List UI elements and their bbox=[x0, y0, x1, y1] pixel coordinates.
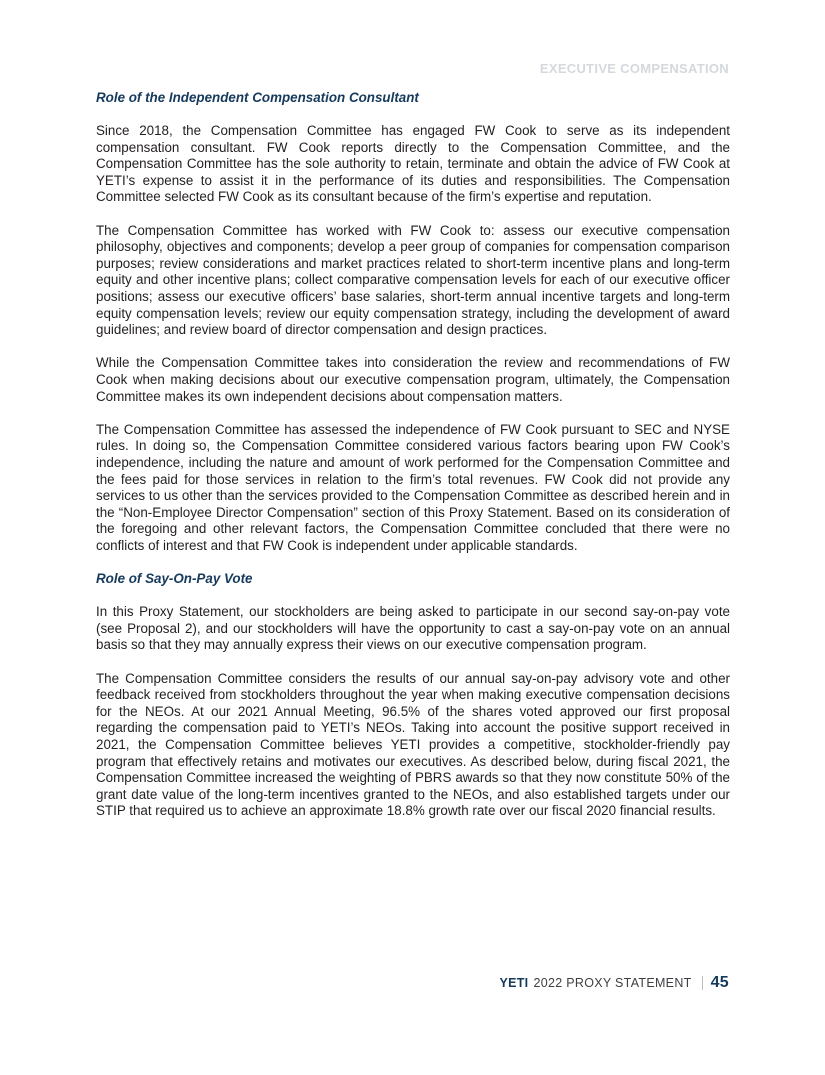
section-heading: Role of Say-On-Pay Vote bbox=[96, 571, 253, 587]
section-heading: Role of the Independent Compensation Consultant bbox=[96, 90, 419, 105]
paragraph: The Compensation Committee considers the results of our annual say-on-pay advisory vote and other feedback received from stockholders throughout the year when making executive compensation decisions for the NEOs. At our 2021 Annual Meeting, 96.5% of the shares voted approved our first proposal regarding the compensation paid to YETI’s NEOs. Taking into account the positive support received in 2021, the Compensation Committee believes YETI provides a competitive, stockholder-friendly pay program that effectively retains and motivates our executives. As described below, during fiscal 2021, the Compensation Committee increased the weighting of PBRS awards so that they now constitute 50% of the grant date value of the long-term incentives granted to the NEOs, and also established targets under our STIP that required us to achieve an approximate 18.8% growth rate over our fiscal 2020 financial results. bbox=[96, 670, 730, 819]
section-header-label: EXECUTIVE COMPENSATION bbox=[539, 61, 729, 76]
footer-divider bbox=[702, 976, 703, 990]
paragraph: The Compensation Committee has worked with FW Cook to: assess our executive compensation philosophy, objectives and components; develop a peer group of companies for compensation comparison purposes; review considerations and market practices related to short-term incentive plans and long-term equity and other incentive plans; collect comparative compensation levels for each of our executive officer positions; assess our executive officers’ base salaries, short-term annual incentive targets and long-term equity compensation levels; review our equity compensation strategy, including the development of award guidelines; and review board of director compensation and design practices. bbox=[96, 222, 730, 338]
paragraph: Since 2018, the Compensation Committee has engaged FW Cook to serve as its independent compensation consultant. FW Cook reports directly to the Compensation Committee, and the Compensation Committee has the sole authority to retain, terminate and obtain the advice of FW Cook at YETI’s expense to assist it in the performance of its duties and responsibilities. The Compensation Committee selected FW Cook as its consultant because of the firm’s expertise and reputation. bbox=[96, 123, 730, 205]
paragraph: While the Compensation Committee takes into consideration the review and recommendations of FW Cook when making decisions about our executive compensation program, ultimately, the Compensation Committee makes its own independent decisions about compensation matters. bbox=[96, 355, 730, 404]
paragraph: In this Proxy Statement, our stockholders are being asked to participate in our second say-on-pay vote (see Proposal 2), and our stockholders will have the opportunity to cast a say-on-pay vote on an annual basis so that they may annually express their views on our executive compensation program. bbox=[96, 604, 730, 653]
page-number: 45 bbox=[710, 974, 729, 991]
footer-doc-title: 2022 PROXY STATEMENT bbox=[533, 976, 692, 990]
document-body bbox=[96, 90, 730, 837]
footer-brand: YETI bbox=[499, 976, 529, 990]
page-footer bbox=[499, 974, 729, 992]
paragraph: The Compensation Committee has assessed the independence of FW Cook pursuant to SEC and NYSE rules. In doing so, the Compensation Committee considered various factors bearing upon FW Cook’s independence, including the nature and amount of work performed for the Compensation Committee and the fees paid for those services in relation to the firm’s total revenues. FW Cook did not provide any services to us other than the services provided to the Compensation Committee as described herein and in the “Non-Employee Director Compensation” section of this Proxy Statement. Based on its consideration of the foregoing and other relevant factors, the Compensation Committee concluded that there were no conflicts of interest and that FW Cook is independent under applicable standards. bbox=[96, 421, 730, 553]
